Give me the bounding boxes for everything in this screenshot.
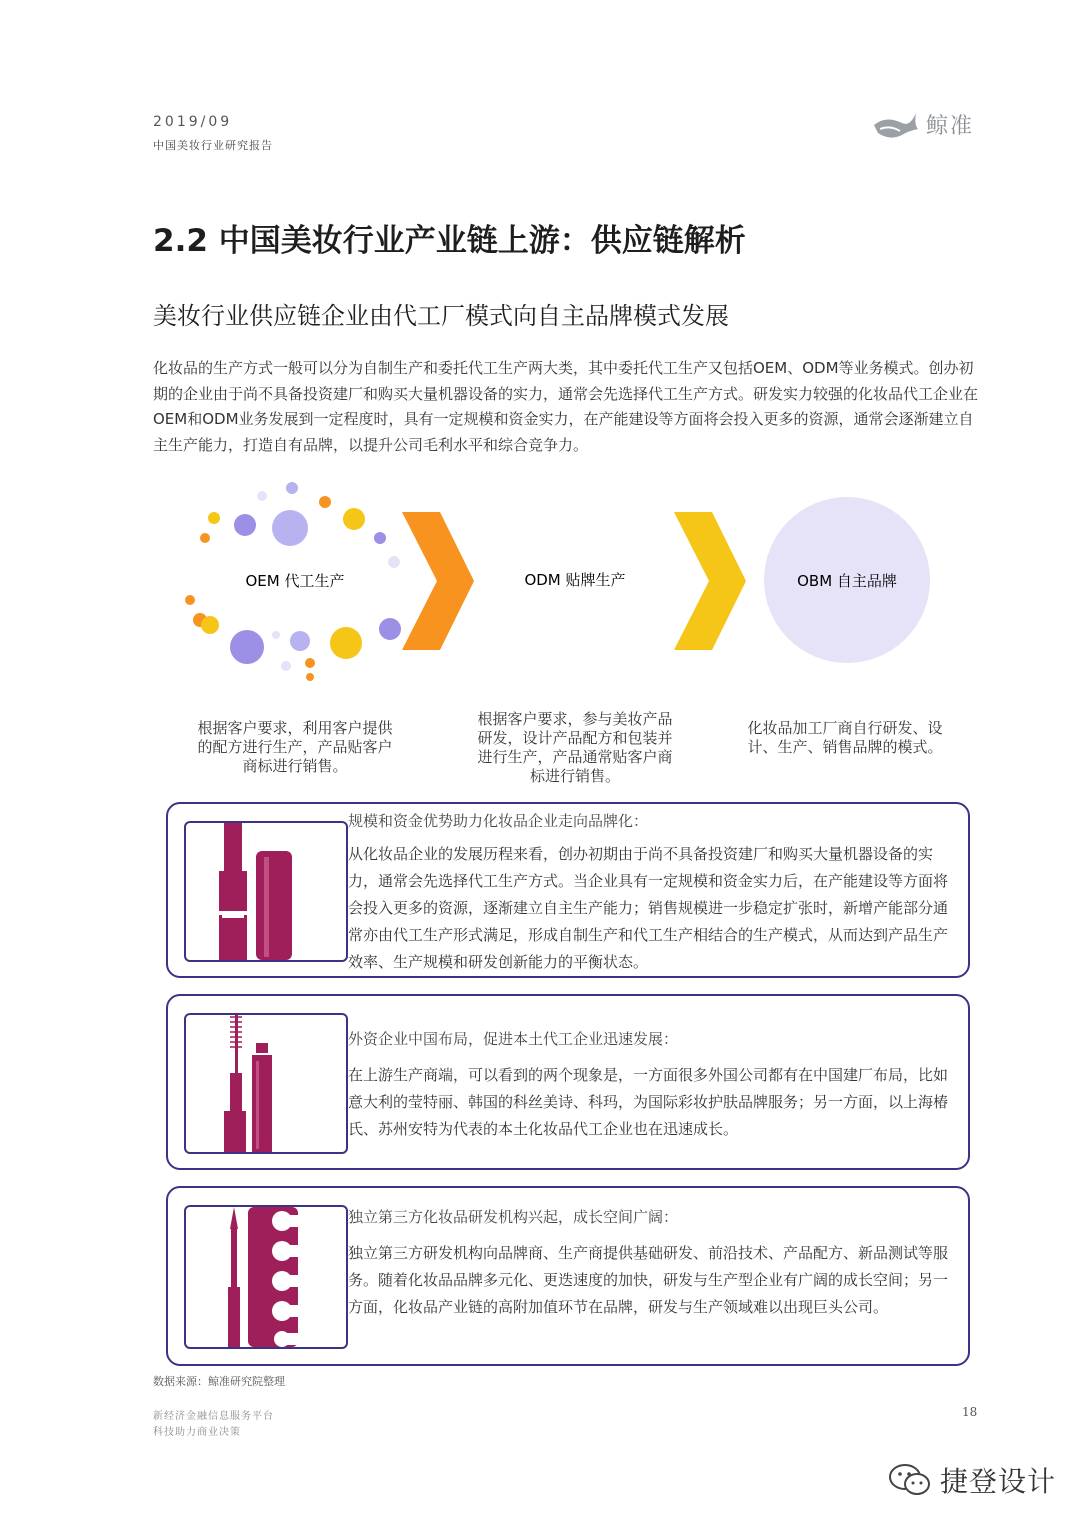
supply-chain-diagram xyxy=(150,470,950,710)
stage-desc-obm: 化妆品加工厂商自行研发、设计、生产、销售品牌的模式。 xyxy=(747,719,943,756)
box-text: 在上游生产商端，可以看到的两个现象是，一方面很多外国公司都有在中国建厂布局，比如意大利的莹特丽、韩国的科丝美诗、科玛，为国际彩妆护肤品牌服务；另一方面，以上海椿氏、苏州安特为代表的本土化妆品代工企业也在迅速成长。 xyxy=(348,1066,949,1138)
stage-label-oem: OEM 代工生产 xyxy=(245,572,345,590)
page-title: 2.2 中国美妆行业产业链上游：供应链解析 xyxy=(153,223,746,259)
box-heading: 外资企业中国布局，促进本土代工企业迅速发展： xyxy=(348,1030,679,1048)
footer-tagline-2: 科技助力商业决策 xyxy=(153,1427,241,1438)
footer-tagline-1: 新经济金融信息服务平台 xyxy=(153,1411,274,1422)
chevron-orange-icon xyxy=(402,512,474,650)
report-name: 中国美妆行业研究报告 xyxy=(153,139,273,152)
report-date: 2019/09 xyxy=(153,114,233,130)
info-box-branding xyxy=(166,802,970,978)
stage-desc-oem: 根据客户要求，利用客户提供的配方进行生产，产品贴客户商标进行销售。 xyxy=(197,719,393,775)
chevron-yellow-icon xyxy=(674,512,746,650)
page-subtitle: 美妆行业供应链企业由代工厂模式向自主品牌模式发展 xyxy=(153,302,729,330)
data-source: 数据来源：鲸准研究院整理 xyxy=(153,1375,285,1388)
box-heading: 独立第三方化妆品研发机构兴起，成长空间广阔： xyxy=(348,1208,679,1226)
wechat-icon xyxy=(888,1462,932,1498)
lipstick-icon xyxy=(184,821,348,962)
whale-logo-icon xyxy=(872,107,920,141)
intro-paragraph: 化妆品的生产方式一般可以分为自制生产和委托代工生产两大类，其中委托代工生产又包括OEM、ODM等业务模式。创办初期的企业由于尚不具备投资建厂和购买大量机器设备的实力，通常会先选择代工生产方式。研发实力较强的化妆品代工企业在OEM和ODM业务发展到一定程度时，具有一定规模和资金实力，在产能建设等方面将会投入更多的资源，通常会逐渐建立自主生产能力，打造自有品牌，以提升公司毛利水平和综合竞争力。 xyxy=(153,359,979,454)
info-box-foreign xyxy=(166,994,970,1170)
box-text: 从化妆品企业的发展历程来看，创办初期由于尚不具备投资建厂和购买大量机器设备的实力，通常会先选择代工生产方式。当企业具有一定规模和资金实力后，在产能建设等方面将会投入更多的资源，逐渐建立自主生产能力；销售规模进一步稳定扩张时，新增产能部分通常亦由代工生产形式满足，形成自制生产和代工生产相结合的生产模式，从而达到产品生产效率、生产规模和研发创新能力的平衡状态。 xyxy=(348,845,949,971)
eyeliner-icon xyxy=(184,1205,348,1349)
watermark xyxy=(888,1460,1056,1500)
box-text: 独立第三方研发机构向品牌商、生产商提供基础研发、前沿技术、产品配方、新品测试等服务。随着化妆品品牌多元化、更迭速度的加快，研发与生产型企业有广阔的成长空间；另一方面，化妆品产业链的高附加值环节在品牌，研发与生产领域难以出现巨头公司。 xyxy=(348,1244,949,1316)
page-number: 18 xyxy=(962,1405,978,1419)
box-heading: 规模和资金优势助力化妆品企业走向品牌化： xyxy=(348,812,649,830)
stage-label-odm: ODM 贴牌生产 xyxy=(524,571,626,589)
watermark-text: 捷登设计 xyxy=(940,1465,1057,1498)
stage-label-obm: OBM 自主品牌 xyxy=(797,572,897,590)
toe-separator-icon xyxy=(248,1207,300,1347)
stage-desc-odm: 根据客户要求，参与美妆产品研发，设计产品配方和包装并进行生产，产品通常贴客户商标进行销售。 xyxy=(477,710,673,785)
brand-logo xyxy=(872,104,992,144)
info-box-rnd xyxy=(166,1186,970,1366)
mascara-icon xyxy=(184,1013,348,1154)
logo-text: 鲸准 xyxy=(926,113,975,139)
